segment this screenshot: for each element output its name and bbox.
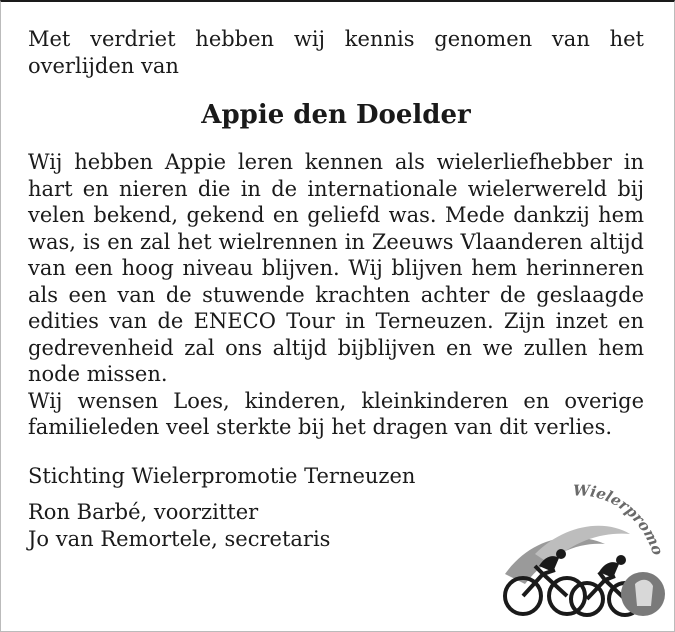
intro-text: Met verdriet hebben wij kennis genomen van het overlijden van [28,27,644,78]
cyclist-logo-icon [495,484,665,619]
condolence-paragraph: Wij wensen Loes, kinderen, kleinkinderen en overige familieleden veel sterkte bij het dragen van dit verlies. [28,388,644,439]
wielerpromotie-logo [495,484,665,619]
svg-text:Wielerpromotie: Wielerpromo [572,484,665,558]
signatory-secretary: Jo van Remortele, secretaris [28,526,331,551]
body-paragraph: Wij hebben Appie leren kennen als wielerliefhebber in hart en nieren die in de internationale wielerwereld bij velen bekend, gekend en geliefd was. Mede dankzij hem was, is en zal het wielrennen in Zeeuws Vlaanderen altijd van een hoog niveau blijven. Wij blijven hem herinneren als een van de stuwende krachten achter de geslaagde edities van de ENECO Tour in Terneuzen. Zijn inzet en gedrevenheid zal ons altijd bijblijven en we zullen hem node missen. [28,150,644,386]
notice-content [28,26,644,552]
deceased-name: Appie den Doelder [201,100,471,130]
organization-name: Stichting Wielerpromotie Terneuzen [28,463,416,488]
signatory-chair: Ron Barbé, voorzitter [28,500,259,524]
